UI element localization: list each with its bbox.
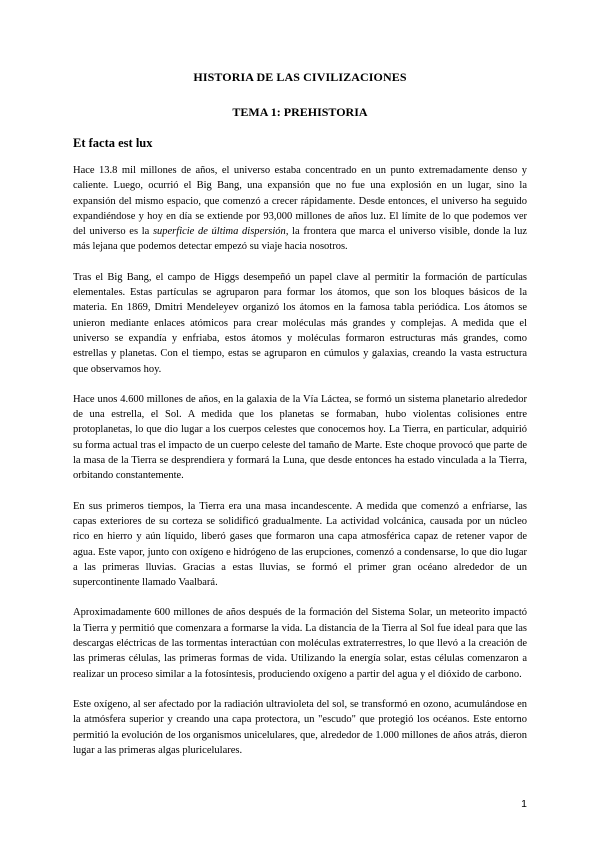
document-body bbox=[73, 163, 527, 773]
paragraph-5: Aproximadamente 600 millones de años después de la formación del Sistema Solar, un meteorito impactó la Tierra y permitió que comenzara a formarse la vida. La distancia de la Tierra al Sol fue ideal para que las descargas eléctricas de las tormentas interactúan con moléculas extraterrestres, lo que llevó a la creación de las primeras células, las primeras formas de vida. Utilizando la energía solar, estas células comenzaron a realizar un proceso similar a la fotosíntesis, produciendo oxígeno a partir del agua y el dióxido de carbono. bbox=[73, 607, 527, 680]
paragraph-1-text-before: Hace 13.8 mil millones de años, el universo estaba concentrado en un punto extremadamente denso y caliente. Luego, ocurrió el Big Bang, una expansión que no fue una explosión en un lugar, sino la expansión del mismo espacio, que comenzó a crecer rápidamente. Desde entonces, el universo ha seguido expandiéndose y hoy en día se extiende por 93,000 millones de años luz. El límite de lo que podemos ver del universo es la bbox=[73, 165, 527, 238]
section-heading: Et facta est lux bbox=[73, 136, 153, 150]
paragraph-1-text-after: , la frontera que marca el universo visible, donde la luz más lejana que podemos detectar empezó su viaje hacia nosotros. bbox=[73, 226, 528, 253]
paragraph-1 bbox=[73, 163, 527, 255]
document-subtitle: TEMA 1: PREHISTORIA bbox=[232, 105, 368, 119]
page-number: 1 bbox=[521, 798, 527, 810]
paragraph-2: Tras el Big Bang, el campo de Higgs desempeñó un papel clave al permitir la formación de partículas elementales. Estas partículas se agruparon para formar los átomos, que son los bloques básicos de la materia. En 1869, Dmitri Mendeleyev organizó los átomos en la famosa tabla periódica. Los átomos se unieron mediante enlaces atómicos para crear moléculas más grandes y complejas. A medida que el universo se expandía y enfriaba, estos átomos y moléculas formaron estructuras más grandes, como estrellas y planetas. Con el tiempo, estas se agruparon en cúmulos y galaxias, creando la vasta estructura que observamos hoy. bbox=[73, 271, 527, 375]
document-title: HISTORIA DE LAS CIVILIZACIONES bbox=[193, 70, 407, 84]
paragraph-1-emphasis: superficie de última dispersión bbox=[152, 226, 286, 238]
paragraph-6: Este oxígeno, al ser afectado por la radiación ultravioleta del sol, se transformó en ozono, acumulándose en la atmósfera superior y creando una capa protectora, un "escudo" que protegió los océanos. Este entorno permitió la evolución de los organismos unicelulares, que, alrededor de 1.000 millones de años atrás, dieron lugar a las primeras algas pluricelulares. bbox=[73, 698, 527, 756]
paragraph-3: Hace unos 4.600 millones de años, en la galaxia de la Vía Láctea, se formó un sistema planetario alrededor de una estrella, el Sol. A medida que los planetas se formaban, hubo violentas colisiones entre protoplanetas, lo que dio lugar a los cuerpos celestes que conocemos hoy. La Tierra, en particular, adquirió su forma actual tras el impacto de un cuerpo celeste del tamaño de Marte. Este choque provocó que parte de la masa de la Tierra se desprendiera y formará la Luna, que desde entonces ha estado vinculada a la Tierra, orbitando constantemente. bbox=[73, 393, 527, 482]
paragraph-4: En sus primeros tiempos, la Tierra era una masa incandescente. A medida que comenzó a enfriarse, las capas exteriores de su corteza se solidificó gradualmente. La actividad volcánica, causada por un núcleo rico en hierro y aún líquido, liberó gases que formaron una capa atmosférica capaz de retener vapor de agua. Este vapor, junto con oxígeno e hidrógeno de las erupciones, comenzó a condensarse, lo que dio lugar a las primeras lluvias. Gracias a estas lluvias, se formó el primer gran océano alrededor de un supercontinente llamado Vaalbará. bbox=[73, 500, 527, 589]
